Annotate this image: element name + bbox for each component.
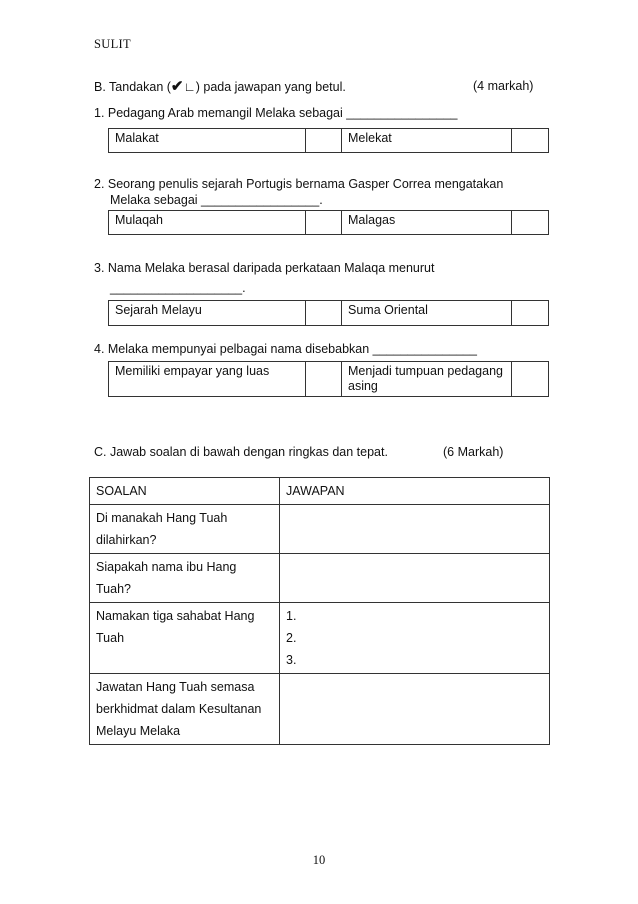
question-2-text: 2. Seorang penulis sejarah Portugis bernama Gasper Correa mengatakan [94, 177, 504, 191]
table-row [90, 674, 550, 745]
option-checkbox[interactable] [512, 301, 549, 326]
answer-number: 2. [286, 631, 297, 645]
table-row [90, 603, 550, 674]
qa-table [89, 477, 550, 745]
table-header-row [90, 478, 550, 505]
question-3-text: 3. Nama Melaka berasal daripada perkataan Malaqa menurut [94, 261, 435, 275]
option-checkbox[interactable] [306, 129, 342, 153]
question-2-options [108, 210, 549, 235]
page-header: SULIT [94, 37, 131, 51]
option-label: Melekat [342, 129, 512, 153]
column-header-soalan: SOALAN [90, 478, 280, 505]
answer-number: 3. [286, 653, 297, 667]
question-3-continuation: ___________________. [110, 281, 246, 295]
column-header-jawapan: JAWAPAN [280, 478, 550, 505]
table-row [90, 554, 550, 603]
instruction-text-after: ) pada jawapan yang betul. [195, 80, 346, 94]
option-checkbox[interactable] [512, 129, 549, 153]
option-label: Malagas [342, 211, 512, 235]
option-checkbox[interactable] [306, 301, 342, 326]
option-label: Malakat [109, 129, 306, 153]
question-4-options [108, 361, 549, 397]
option-checkbox[interactable] [306, 362, 342, 397]
answer-cell[interactable] [280, 505, 550, 554]
option-label: Menjadi tumpuan pedagang asing [342, 362, 512, 397]
section-c-instruction: C. Jawab soalan di bawah dengan ringkas dan tepat. [94, 445, 388, 459]
section-c-marks: (6 Markah) [443, 445, 504, 459]
question-cell: Namakan tiga sahabat Hang Tuah [90, 603, 280, 674]
check-icon: ✔ [170, 78, 184, 95]
option-checkbox[interactable] [306, 211, 342, 235]
question-cell: Di manakah Hang Tuah dilahirkan? [90, 505, 280, 554]
question-3-options [108, 300, 549, 326]
answer-cell[interactable] [280, 554, 550, 603]
option-label: Memiliki empayar yang luas [109, 362, 306, 397]
answer-number: 1. [286, 609, 297, 623]
question-cell: Siapakah nama ibu Hang Tuah? [90, 554, 280, 603]
page-number: 10 [312, 853, 326, 867]
box-icon: ∟ [183, 80, 196, 94]
section-b-instruction [94, 77, 346, 95]
option-checkbox[interactable] [512, 211, 549, 235]
answer-cell[interactable] [280, 603, 550, 674]
option-label: Mulaqah [109, 211, 306, 235]
option-checkbox[interactable] [512, 362, 549, 397]
question-2-continuation: Melaka sebagai _________________. [110, 193, 323, 207]
option-label: Sejarah Melayu [109, 301, 306, 326]
question-1-text: 1. Pedagang Arab memangil Melaka sebagai ________________ [94, 106, 458, 120]
instruction-text-before: B. Tandakan ( [94, 80, 171, 94]
section-b-marks: (4 markah) [473, 79, 534, 93]
option-label: Suma Oriental [342, 301, 512, 326]
question-cell: Jawatan Hang Tuah semasa berkhidmat dalam Kesultanan Melayu Melaka [90, 674, 280, 745]
question-1-options [108, 128, 549, 153]
table-row [90, 505, 550, 554]
question-4-text: 4. Melaka mempunyai pelbagai nama disebabkan _______________ [94, 342, 477, 356]
answer-cell[interactable] [280, 674, 550, 745]
